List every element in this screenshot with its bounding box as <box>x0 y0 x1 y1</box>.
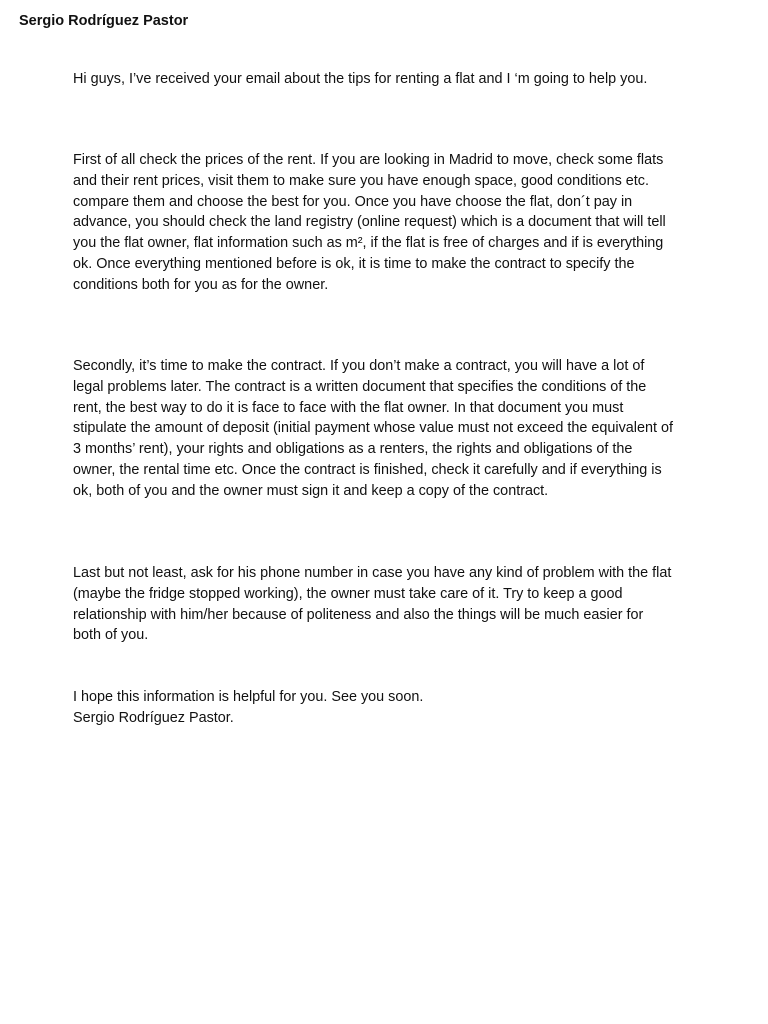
closing-line: I hope this information is helpful for you. See you soon. <box>73 689 424 705</box>
contract-paragraph: Secondly, it’s time to make the contract. If you don’t make a contract, you will have a lot of legal problems later. The contract is a written document that specifies the conditions of the rent, the best way to do it is face to face with the flat owner. In that document you must stipulate the amount of deposit (initial payment whose value must not exceed the equivalent of 3 months’ rent), your rights and obligations as a renters, the rights and obligations of the owner, the rental time etc. Once the contract is finished, check it carefully and if everything is ok, both of you and the owner must sign it and keep a copy of the contract. <box>73 358 673 499</box>
greeting-paragraph: Hi guys, I’ve received your email about the tips for renting a flat and I ‘m going to help you. <box>73 71 648 87</box>
author-name-header: Sergio Rodríguez Pastor <box>19 13 189 29</box>
last-tips-paragraph: Last but not least, ask for his phone number in case you have any kind of problem with the flat (maybe the fridge stopped working), the owner must take care of it. Try to keep a good relationship with him/her because of politeness and also the things will be much easier for both of you. <box>73 565 672 644</box>
signature-line: Sergio Rodríguez Pastor. <box>73 710 234 726</box>
first-tips-paragraph: First of all check the prices of the rent. If you are looking in Madrid to move, check some flats and their rent prices, visit them to make sure you have enough space, good conditions etc. compare them and choose the best for you. Once you have choose the flat, don´t pay in advance, you should check the land registry (online request) which is a document that will tell you the flat owner, flat information such as m², if the flat is free of charges and if is everything ok. Once everything mentioned before is ok, it is time to make the contract to specify the conditions both for you as for the owner. <box>73 152 666 293</box>
